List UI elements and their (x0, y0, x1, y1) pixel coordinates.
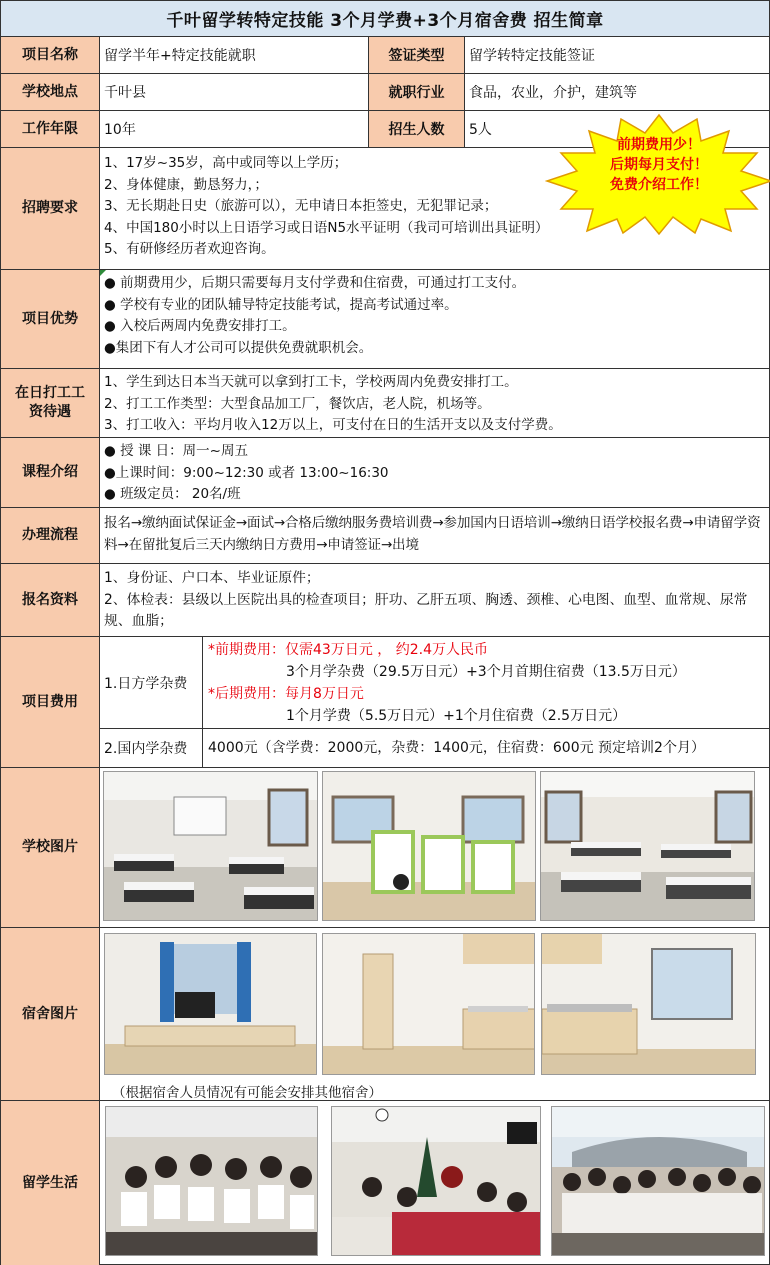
row-advantages (1, 270, 769, 369)
promo-starburst (545, 113, 770, 235)
dorm-note: （根据宿舍人员情况有可能会安排其他宿舍） (112, 1085, 382, 1101)
row-parttime (1, 369, 769, 438)
dorm-photo-2 (322, 933, 535, 1075)
visa-value: 留学转特定技能签证 (469, 48, 595, 64)
requirement-item: 3、无长期赴日史（旅游可以），无申请日本拒签史，无犯罪记录； (104, 198, 498, 214)
page-title: 千叶留学转特定技能 3个月学费+3个月宿舍费 招生简章 (1, 1, 769, 37)
requirement-item: 2、身体健康，勤恳努力，； (104, 176, 268, 193)
visa-label: 签证类型 (368, 37, 465, 73)
documents-label: 报名资料 (1, 564, 100, 636)
life-photo-party (331, 1106, 541, 1256)
early-fee-value: 仅需43万日元 ， 约2.4万人民币 (285, 642, 488, 658)
school-location-value: 千叶县 (104, 85, 146, 101)
promo-line: 前期费用少！ (617, 137, 701, 153)
project-name-value: 留学半年+特定技能就职 (104, 48, 256, 64)
process-flow: 报名→缴纳面试保证金→面试→合格后缴纳服务费培训费→参加国内日语培训→缴纳日语学校报名费→申请留学资料→在留批复后三天内缴纳日方费用→申请签证→出境 (104, 515, 761, 553)
life-photo-outing (551, 1106, 765, 1256)
advantages-label: 项目优势 (1, 270, 100, 368)
advantage-item: ● 前期费用少，后期只需要每月支付学费和住宿费，可通过打工支付。 (104, 275, 526, 291)
dorm-photo-3 (541, 933, 756, 1075)
fees-japan-label: 1.日方学杂费 (100, 637, 203, 729)
requirement-item: 1、17岁~35岁，高中或同等以上学历； (104, 155, 348, 171)
course-label: 课程介绍 (1, 438, 100, 507)
parttime-label: 在日打工工资待遇 (1, 369, 100, 437)
requirements-label: 招聘要求 (1, 148, 100, 269)
parttime-list (100, 369, 769, 437)
industry-label: 就职行业 (368, 74, 465, 110)
school-photo-strip (100, 768, 769, 927)
work-years-value: 10年 (104, 122, 136, 138)
fees-label: 项目费用 (1, 637, 100, 767)
later-fee-label: *后期费用： (208, 686, 285, 702)
classroom-photo-3 (540, 771, 755, 921)
fees-domestic-label: 2.国内学杂费 (100, 729, 203, 767)
early-fee-label: *前期费用： (208, 642, 285, 658)
row-documents (1, 564, 769, 637)
classroom-photo-1 (103, 771, 318, 921)
school-location-label: 学校地点 (1, 74, 100, 110)
row-life-photos (1, 1101, 769, 1265)
row-fees (1, 637, 769, 768)
enroll-value: 5人 (469, 122, 492, 138)
classroom-photo-2 (322, 771, 536, 921)
process-text (100, 508, 769, 563)
row-school-location (1, 74, 769, 111)
early-fee-detail: 3个月学杂费（29.5万日元）+3个月首期住宿费（13.5万日元） (286, 664, 686, 680)
parttime-item: 3、打工收入：平均月收入12万以上，可支付在日的生活开支以及支付学费。 (104, 417, 562, 433)
promo-text (545, 135, 770, 195)
requirement-item: 4、中国180小时以上日语学习或日语N5水平证明（我司可培训出具证明） (104, 219, 549, 236)
row-school-photos (1, 768, 769, 928)
industry-value: 食品，农业，介护，建筑等 (469, 85, 637, 101)
row-project-name (1, 37, 769, 74)
course-list (100, 438, 769, 507)
fees-japan-detail (203, 637, 769, 729)
promo-line: 免费介绍工作！ (610, 177, 708, 193)
parttime-item: 2、打工工作类型：大型食品加工厂，餐饮店，老人院，机场等。 (104, 395, 491, 412)
life-photo-strip (100, 1101, 769, 1265)
work-years-label: 工作年限 (1, 111, 100, 147)
document-item: 1、身份证、户口本、毕业证原件； (104, 570, 320, 586)
document-item: 2、体检表：县级以上医院出具的检查项目；肝功、乙肝五项、胸透、颈椎、心电图、血型、血常规、尿常规、血脂； (104, 591, 748, 629)
promo-line: 后期每月支付！ (610, 157, 708, 173)
advantage-item: ● 入校后两周内免费安排打工。 (104, 318, 296, 334)
school-photos-label: 学校图片 (1, 768, 100, 927)
process-label: 办理流程 (1, 508, 100, 563)
row-course (1, 438, 769, 508)
course-item: ● 授 课 日：周一~周五 (104, 443, 248, 459)
later-fee-value: 每月8万日元 (285, 686, 364, 702)
documents-list (100, 564, 769, 636)
life-photos-label: 留学生活 (1, 1101, 100, 1265)
advantages-list (100, 270, 769, 368)
dorm-photo-strip (100, 928, 769, 1100)
course-item: ●上课时间：9:00~12:30 或者 13:00~16:30 (104, 464, 389, 481)
enroll-label: 招生人数 (368, 111, 465, 147)
project-name-label: 项目名称 (1, 37, 100, 73)
row-process (1, 508, 769, 564)
course-item: ● 班级定员： 20名/班 (104, 486, 241, 502)
parttime-item: 1、学生到达日本当天就可以拿到打工卡，学校两周内免费安排打工。 (104, 374, 518, 390)
life-photo-calligraphy (105, 1106, 318, 1256)
fees-domestic-value: 4000元（含学费：2000元，杂费：1400元，住宿费：600元 预定培训2个月） (208, 740, 705, 756)
dorm-photo-1 (104, 933, 317, 1075)
dorm-photos-label: 宿舍图片 (1, 928, 100, 1100)
row-dorm-photos (1, 928, 769, 1101)
later-fee-detail: 1个月学费（5.5万日元）+1个月住宿费（2.5万日元） (286, 708, 627, 724)
advantage-item: ●集团下有人才公司可以提供免费就职机会。 (104, 339, 373, 356)
advantage-item: ● 学校有专业的团队辅导特定技能考试，提高考试通过率。 (104, 296, 458, 313)
requirement-item: 5、有研修经历者欢迎咨询。 (104, 241, 275, 257)
